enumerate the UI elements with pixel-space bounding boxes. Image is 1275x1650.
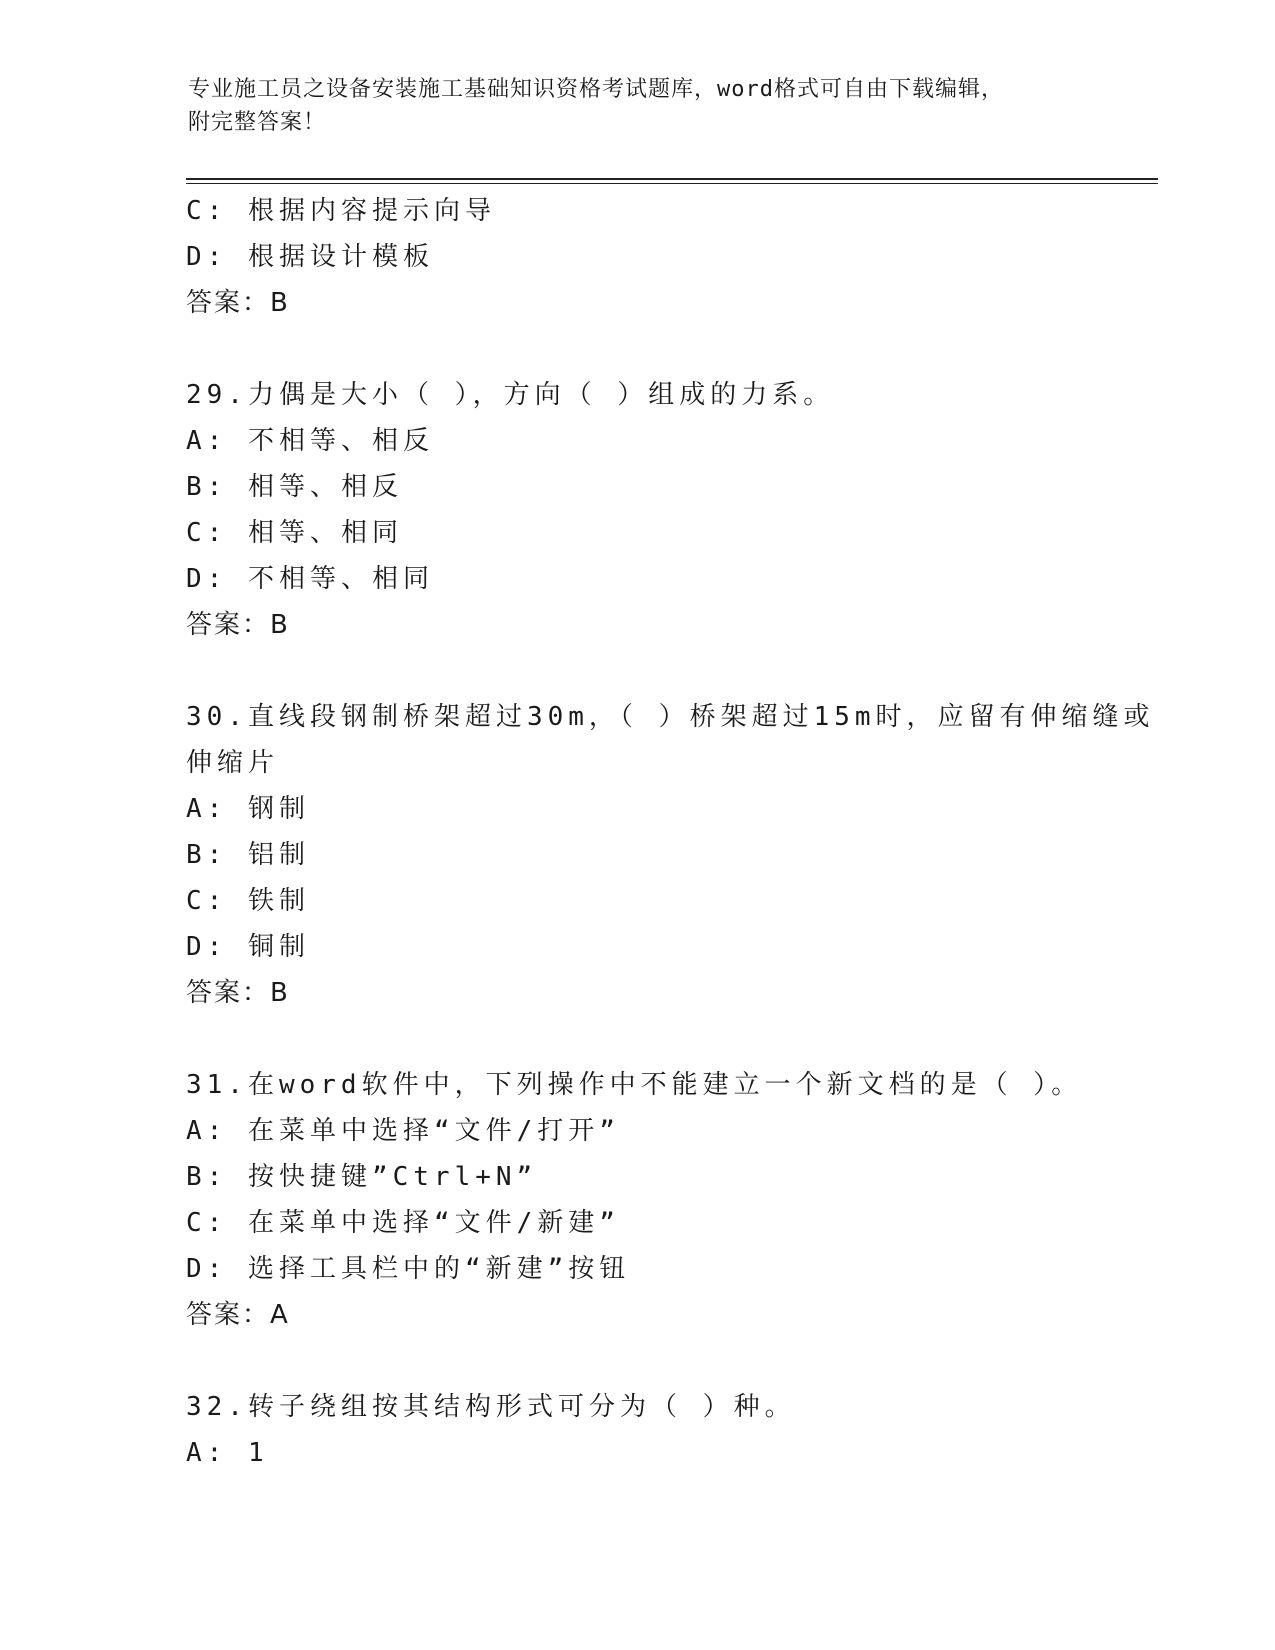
option-b: B: 按快捷键”Ctrl+N” <box>186 1162 538 1192</box>
header-divider-thick <box>186 178 1158 180</box>
header-divider-thin <box>186 183 1158 184</box>
option-a: A: 不相等、相反 <box>186 426 434 456</box>
question-30 <box>186 694 1155 1016</box>
option-c: C: 铁制 <box>186 886 310 916</box>
answer-line: 答案：B <box>186 288 290 318</box>
question-stem: 31.在word软件中，下列操作中不能建立一个新文档的是（ ）。 <box>186 1070 1083 1100</box>
question-31 <box>186 1062 1146 1338</box>
question-stem: 29.力偶是大小（ ），方向（ ）组成的力系。 <box>186 380 835 410</box>
option-d: D: 根据设计模板 <box>186 242 434 272</box>
option-d: D: 选择工具栏中的“新建”按钮 <box>186 1254 631 1284</box>
question-stem: 30.直线段钢制桥架超过30m，（ ）桥架超过15m时，应留有伸缩缝或 <box>186 702 1155 732</box>
question-32 <box>186 1384 1146 1476</box>
answer-line: 答案：B <box>186 978 290 1008</box>
option-a: A: 在菜单中选择“文件/打开” <box>186 1116 620 1146</box>
spacer <box>186 1338 1146 1384</box>
header-line-1: 专业施工员之设备安装施工基础知识资格考试题库，word格式可自由下载编辑， <box>188 77 1004 102</box>
question-29 <box>186 372 1146 648</box>
option-c: C: 相等、相同 <box>186 518 403 548</box>
document-header <box>188 73 1088 139</box>
spacer <box>186 1016 1146 1062</box>
option-d: D: 不相等、相同 <box>186 564 434 594</box>
document-body <box>186 188 1155 1476</box>
option-d: D: 铜制 <box>186 932 310 962</box>
answer-line: 答案：B <box>186 610 290 640</box>
question-stem-continued: 伸缩片 <box>186 748 280 778</box>
question-continued <box>186 188 1146 326</box>
option-c: C: 根据内容提示向导 <box>186 196 496 226</box>
option-b: B: 相等、相反 <box>186 472 403 502</box>
spacer <box>186 648 1146 694</box>
header-line-2: 附完整答案！ <box>188 110 327 135</box>
option-a: A: 1 <box>186 1438 269 1468</box>
spacer <box>186 326 1146 372</box>
option-a: A: 钢制 <box>186 794 310 824</box>
answer-line: 答案：A <box>186 1300 290 1330</box>
option-b: B: 铝制 <box>186 840 310 870</box>
option-c: C: 在菜单中选择“文件/新建” <box>186 1208 620 1238</box>
question-stem: 32.转子绕组按其结构形式可分为（ ）种。 <box>186 1392 796 1422</box>
